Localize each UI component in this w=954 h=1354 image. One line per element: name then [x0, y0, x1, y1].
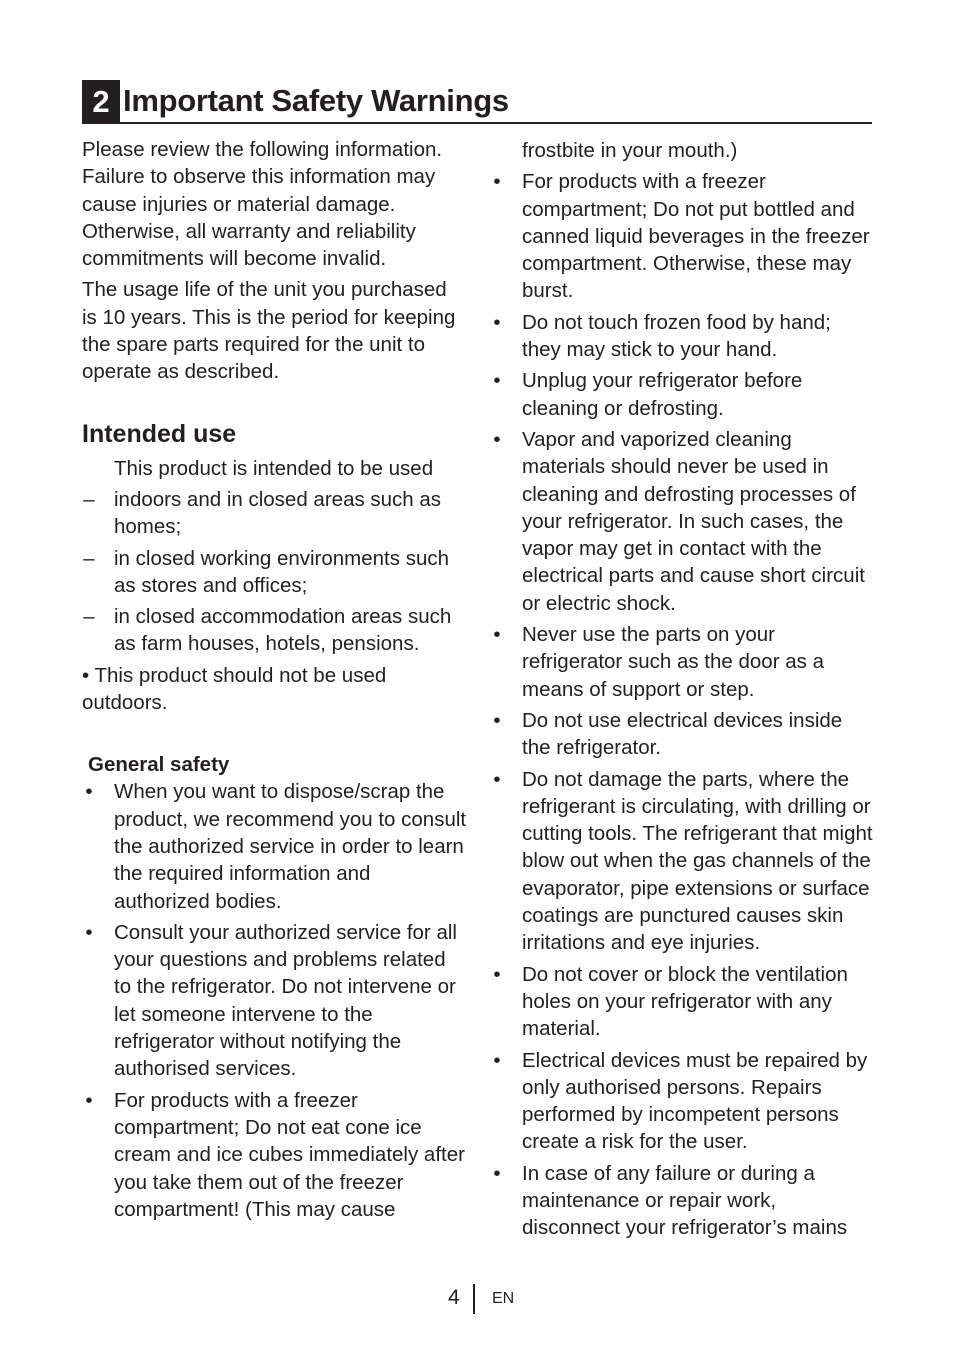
list-item-text: Never use the parts on your refrigerator such as the door as a means of support or step. — [522, 623, 824, 701]
bullet-marker: • — [493, 369, 501, 393]
bullet-marker: • — [493, 427, 501, 451]
list-item-text: For products with a freezer compartment; Do not eat cone ice cream and ice cubes immediately after you take them out of the freezer compartment! (This may cause — [114, 1088, 465, 1221]
bullet-marker: • — [493, 1048, 501, 1072]
list-item — [82, 603, 467, 658]
general-safety-list-right — [490, 168, 875, 1241]
language-code: EN — [492, 1290, 515, 1307]
intended-use-heading: Intended use — [82, 419, 237, 448]
list-item-text: Do not cover or block the ventilation holes on your refrigerator with any material. — [522, 962, 848, 1041]
general-safety-heading: General safety — [88, 753, 230, 777]
list-item-text: For products with a freezer compartment; Do not put bottled and canned liquid beverages in the freezer compartment. Otherwise, these may burst. — [522, 170, 870, 303]
dash-marker: – — [83, 605, 95, 629]
list-item-text: Do not use electrical devices inside the refrigerator. — [522, 708, 843, 760]
list-item-text: Do not damage the parts, where the refrigerant is circulating, with drilling or cutting tools. The refrigerant that might blow out when the gas channels of the evaporator, pipe extensions or surface coatings are punctured causes skin irritations and eye injuries. — [522, 767, 873, 955]
list-item-text: Consult your authorized service for all your questions and problems related to the refrigerator. Do not intervene or let someone intervene to the refrigerator without notifying the authorised services. — [114, 920, 457, 1081]
right-column — [490, 136, 875, 1246]
list-item — [82, 486, 467, 541]
list-item — [82, 545, 467, 600]
list-item — [490, 168, 875, 304]
bullet-marker: • — [493, 767, 501, 791]
left-column — [82, 136, 467, 1227]
bullet-marker: • — [85, 780, 93, 804]
bullet-marker: • — [493, 962, 501, 986]
list-item — [490, 1047, 875, 1156]
list-item — [82, 919, 467, 1083]
list-item-text: Unplug your refrigerator before cleaning or defrosting. — [522, 369, 803, 420]
list-item-text: When you want to dispose/scrap the product, we recommend you to consult the authorized service in order to learn the required information and authorized bodies. — [114, 780, 467, 913]
general-safety-list-left — [82, 778, 467, 1223]
list-item-text: Do not touch frozen food by hand; they may stick to your hand. — [522, 310, 831, 362]
bullet-marker: • — [493, 170, 501, 194]
intended-use-note: • This product should not be used outdoors. — [82, 663, 387, 715]
list-item-text: Vapor and vaporized cleaning materials should never be used in cleaning and defrosting processes of your refrigerator. In such cases, the vapor may get in contact with the electrical parts and cause short circuit or electric shock. — [522, 427, 865, 615]
dash-marker: – — [83, 546, 95, 570]
page-header — [82, 80, 872, 124]
page-number: 4 — [448, 1286, 460, 1309]
chapter-number: 2 — [82, 80, 120, 122]
list-item — [490, 309, 875, 364]
dash-marker: – — [83, 487, 95, 511]
list-item — [490, 367, 875, 422]
list-item-text: in closed working environments such as stores and offices; — [114, 546, 449, 597]
continued-text: frostbite in your mouth.) — [522, 139, 738, 162]
list-item — [490, 766, 875, 957]
intended-use-lead: This product is intended to be used — [114, 456, 434, 480]
intended-use-list — [82, 486, 467, 658]
bullet-marker: • — [493, 310, 501, 334]
bullet-marker: • — [493, 708, 501, 732]
list-item — [82, 778, 467, 914]
intro-paragraph-1: Please review the following information. Failure to observe this information may cause injuries or material damage. Otherwise, all warranty and reliability commitments will become invalid. — [82, 138, 443, 271]
list-item-text: Electrical devices must be repaired by only authorised persons. Repairs performed by incompetent persons create a risk for the user. — [522, 1048, 868, 1154]
page-title: Important Safety Warnings — [123, 83, 509, 118]
list-item — [82, 1087, 467, 1223]
list-item — [490, 621, 875, 703]
list-item — [490, 426, 875, 617]
list-item — [490, 707, 875, 762]
page-footer — [0, 1284, 954, 1314]
list-item — [490, 1160, 875, 1242]
bullet-marker: • — [85, 920, 93, 944]
list-item-text: indoors and in closed areas such as homes; — [114, 487, 442, 539]
list-item — [490, 961, 875, 1043]
bullet-marker: • — [85, 1088, 93, 1112]
list-item-text: In case of any failure or during a maintenance or repair work, disconnect your refrigerator’s mains — [522, 1161, 848, 1240]
bullet-marker: • — [493, 1161, 501, 1185]
footer-divider — [473, 1284, 475, 1314]
intro-paragraph-2: The usage life of the unit you purchased is 10 years. This is the period for keeping the spare parts required for the unit to operate as described. — [82, 278, 456, 384]
list-item-text: in closed accommodation areas such as farm houses, hotels, pensions. — [114, 605, 452, 656]
bullet-marker: • — [493, 623, 501, 647]
